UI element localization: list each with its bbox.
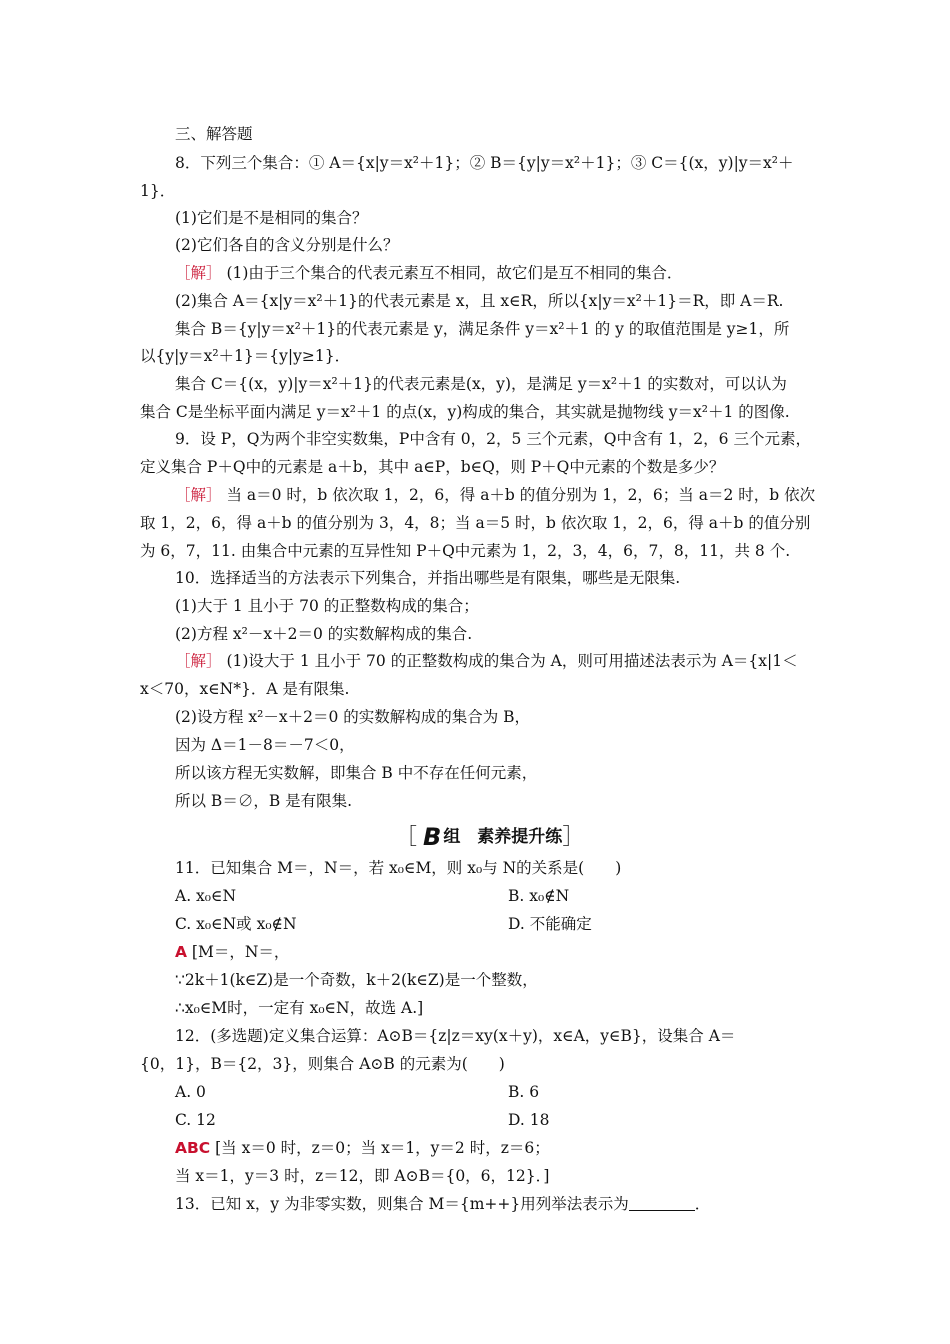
q8-stem-line1: 8．下列三个集合：① A＝{x|y＝x²＋1}；② B＝{y|y＝x²＋1}；③ C＝{(x，y)|y＝x²＋ [175, 154, 794, 172]
q12-solution-line2: 当 x＝1，y＝3 时，z＝12，即 A⊙B＝{0，6，12}．] [175, 1167, 550, 1185]
q11-option-c: C. x₀∈N或 x₀∉N [175, 915, 297, 933]
q9-stem-line1: 9．设 P，Q为两个非空实数集，P中含有 0，2，5 三个元素，Q中含有 1，2，6 三个元素， [175, 430, 811, 448]
banner-text: 组 素养提升练 [443, 827, 563, 847]
banner-letter: B [423, 823, 442, 851]
q9-solution-line3: 为 6，7，11. 由集合中元素的互异性知 P＋Q中元素为 1，2，3，4，6，7，8，11，共 8 个. [140, 542, 791, 560]
q8-solution-line4: 以{y|y＝x²＋1}＝{y|y≥1}． [140, 347, 351, 365]
q11-option-d: D. 不能确定 [508, 915, 592, 933]
q10-solution-line1: ［解］ (1)设大于 1 且小于 70 的正整数构成的集合为 A，则可用描述法表示为 A＝{x|1＜ [175, 652, 798, 670]
q8-solution-line3: 集合 B＝{y|y＝x²＋1}的代表元素是 y，满足条件 y＝x²＋1 的 y 的取值范围是 y≥1，所 [175, 320, 790, 338]
q12-option-b: B. 6 [508, 1083, 540, 1101]
q11-solution-line3: ∴x₀∈M时，一定有 x₀∈N，故选 A.] [175, 999, 424, 1017]
q8-stem-line2: 1}． [140, 182, 176, 200]
q10-sub2: (2)方程 x²－x＋2＝0 的实数解构成的集合. [175, 625, 473, 643]
q9-solution-line1: ［解］ 当 a＝0 时，b 依次取 1，2，6，得 a＋b 的值分别为 1，2，6；当 a＝2 时，b 依次 [175, 486, 816, 504]
q11-solution-line2: ∵2k＋1(k∈Z)是一个奇数，k＋2(k∈Z)是一个整数， [175, 971, 538, 989]
answer-blank [629, 1196, 695, 1211]
q11-option-b: B. x₀∉N [508, 887, 570, 905]
q10-solution-line2: x＜70，x∈N*}．A 是有限集. [140, 680, 350, 698]
q8-solution-line6: 集合 C是坐标平面内满足 y＝x²＋1 的点(x，y)构成的集合，其实就是抛物线 y＝x²＋1 的图像. [140, 403, 790, 421]
q12-option-d: D. 18 [508, 1111, 550, 1129]
q8-sub2: (2)它们各自的含义分别是什么？ [175, 236, 399, 254]
q11-stem: 11．已知集合 M＝，N＝，若 x₀∈M，则 x₀与 N的关系是( ) [175, 859, 622, 877]
q12-stem-line2: {0，1}，B＝{2，3}，则集合 A⊙B 的元素为( ) [140, 1055, 505, 1073]
q10-solution-line3: (2)设方程 x²－x＋2＝0 的实数解构成的集合为 B， [175, 708, 531, 726]
q12-solution-line1: ABC [当 x＝0 时，z＝0；当 x＝1，y＝2 时，z＝6； [175, 1139, 550, 1157]
answer-letter: A [175, 943, 187, 961]
q13-stem: 13．已知 x，y 为非零实数，则集合 M＝{m++}用列举法表示为 ． [175, 1195, 711, 1213]
q9-solution-line2: 取 1，2，6，得 a＋b 的值分别为 3，4，8；当 a＝5 时，b 依次取 1，2，6，得 a＋b 的值分别 [140, 514, 811, 532]
solution-tag: ［解］ [175, 486, 222, 504]
q12-stem-line1: 12．(多选题)定义集合运算：A⊙B＝{z|z＝xy(x＋y)，x∈A，y∈B}，设集合 A＝ [175, 1027, 736, 1045]
q8-solution-line5: 集合 C＝{(x，y)|y＝x²＋1}的代表元素是(x，y)，是满足 y＝x²＋1 的实数对，可以认为 [175, 375, 787, 393]
q11-option-a: A. x₀∈N [175, 887, 237, 905]
q10-solution-line4: 因为 Δ＝1－8＝－7＜0， [175, 736, 355, 754]
section-title: 三、解答题 [175, 125, 253, 143]
q10-stem: 10．选择适当的方法表示下列集合，并指出哪些是有限集，哪些是无限集. [175, 569, 681, 587]
q8-sub1: (1)它们是不是相同的集合？ [175, 209, 368, 227]
q10-solution-line6: 所以 B＝∅，B 是有限集. [175, 792, 353, 810]
q10-sub1: (1)大于 1 且小于 70 的正整数构成的集合； [175, 597, 479, 615]
section-banner: ［ B 组 素养提升练］ [395, 823, 585, 851]
q10-solution-line5: 所以该方程无实数解，即集合 B 中不存在任何元素， [175, 764, 538, 782]
q9-stem-line2: 定义集合 P＋Q中的元素是 a＋b，其中 a∈P，b∈Q，则 P＋Q中元素的个数是多少？ [140, 458, 725, 476]
q12-option-c: C. 12 [175, 1111, 216, 1129]
solution-tag: ［解］ [175, 652, 222, 670]
answer-letter: ABC [175, 1139, 211, 1157]
solution-tag: ［解］ [175, 264, 222, 282]
q11-solution-line1: A [M＝，N＝， [175, 943, 290, 961]
q12-option-a: A. 0 [175, 1083, 206, 1101]
q8-solution-line2: (2)集合 A＝{x|y＝x²＋1}的代表元素是 x，且 x∈R，所以{x|y＝x²＋1}＝R，即 A＝R. [175, 292, 784, 310]
q8-solution-line1: ［解］ (1)由于三个集合的代表元素互不相同，故它们是互不相同的集合． [175, 264, 683, 282]
